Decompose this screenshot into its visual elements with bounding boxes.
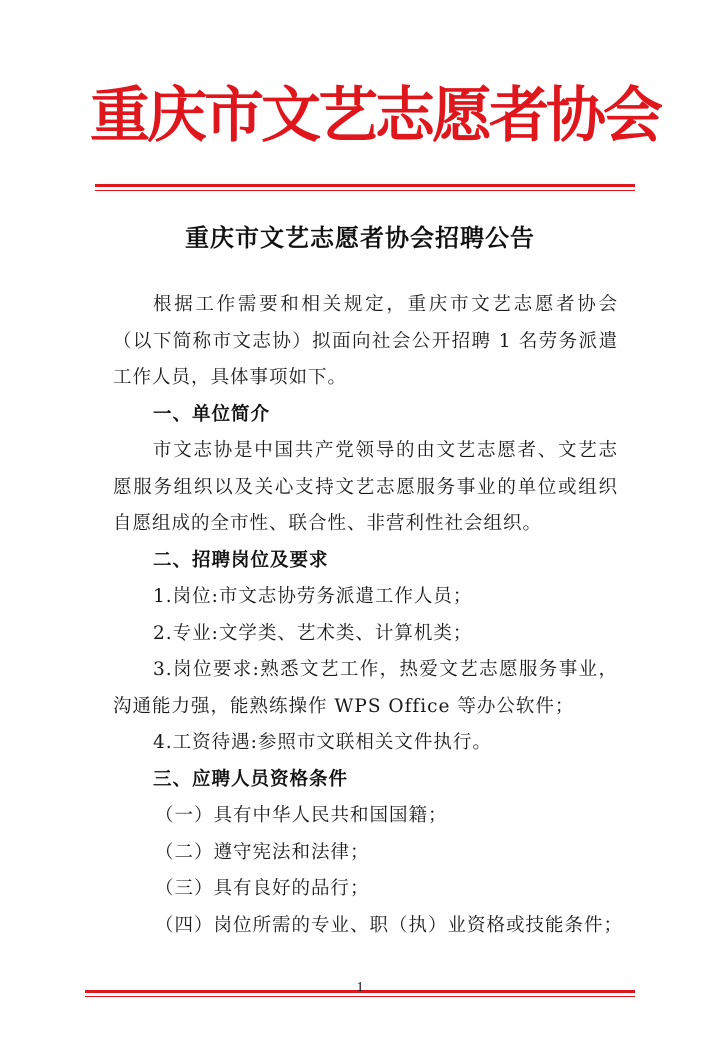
document-body [113,287,624,944]
position-item: 2.专业:文学类、艺术类、计算机类； [153,622,473,644]
section-heading-qualifications: 三、应聘人员资格条件 [153,768,349,790]
announcement-title: 重庆市文艺志愿者协会招聘公告 [185,223,535,252]
qualification-item: （四）岗位所需的专业、职（执）业资格或技能条件； [155,914,624,936]
section-heading-positions: 二、招聘岗位及要求 [153,549,329,571]
position-item: 3.岗位要求:熟悉文艺工作，热爱文艺志愿服务事业，沟通能力强，能熟练操作 WPS Office 等办公软件； [113,659,618,717]
letterhead-rule-thick [95,184,635,187]
position-item: 4.工资待遇:参照市文联相关文件执行。 [153,732,492,753]
qualification-item: （二）遵守宪法和法律； [155,841,370,863]
footer-rule-thin [85,996,635,997]
section-heading-unit-intro: 一、单位简介 [153,403,271,425]
qualification-item: （一）具有中华人民共和国国籍； [155,805,448,826]
intro-paragraph: 根据工作需要和相关规定，重庆市文艺志愿者协会（以下简称市文志协）拟面向社会公开招聘 1 名劳务派遣工作人员，具体事项如下。 [113,294,618,388]
qualification-item: （三）具有良好的品行； [155,878,370,899]
position-item: 1.岗位:市文志协劳务派遣工作人员； [153,586,473,607]
page-number: 1 [356,980,364,995]
letterhead-rule-thin [95,190,635,191]
letterhead-org-name: 重庆市文艺志愿者协会 [90,81,660,151]
unit-intro-paragraph: 市文志协是中国共产党领导的由文艺志愿者、文艺志愿服务组织以及关心支持文艺志愿服务事业的单位或组织自愿组成的全市性、联合性、非营利性社会组织。 [113,440,618,534]
